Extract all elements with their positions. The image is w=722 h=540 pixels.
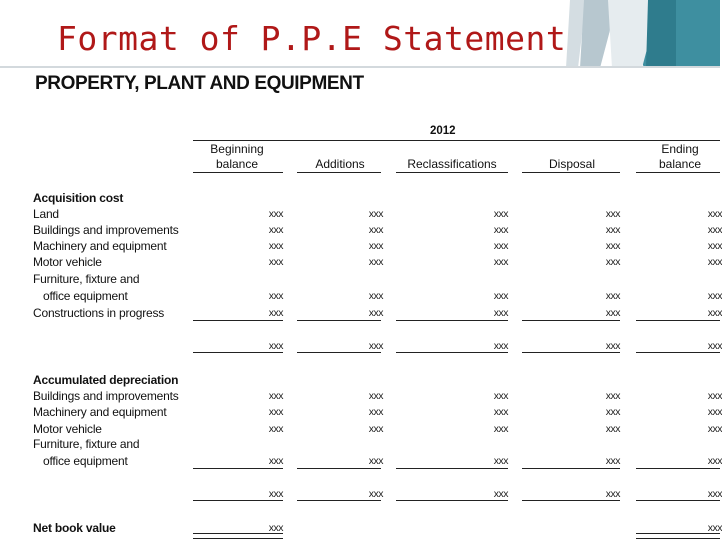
value-cell: xxx xyxy=(605,340,620,352)
value-cell: xxx xyxy=(707,224,722,236)
value-cell: xxx xyxy=(493,390,508,402)
value-cell: xxx xyxy=(268,340,283,352)
value-cell: xxx xyxy=(493,256,508,268)
value-cell: xxx xyxy=(605,307,620,319)
value-cell: xxx xyxy=(707,406,722,418)
column-header-beginning: Beginning balance xyxy=(210,142,264,171)
value-cell: xxx xyxy=(605,240,620,252)
subtotal-rule xyxy=(297,352,381,353)
row-label-machinery: Machinery and equipment xyxy=(33,239,167,253)
subtotal-rule xyxy=(396,320,508,321)
value-cell: xxx xyxy=(368,224,383,236)
subtotal-rule xyxy=(193,500,283,501)
value-cell: xxx xyxy=(268,256,283,268)
value-cell: xxx xyxy=(493,290,508,302)
value-cell: xxx xyxy=(268,307,283,319)
value-cell: xxx xyxy=(268,406,283,418)
subtotal-rule xyxy=(396,352,508,353)
subtotal-rule xyxy=(636,500,720,501)
value-cell: xxx xyxy=(605,224,620,236)
subtotal-rule xyxy=(636,352,720,353)
subtotal-rule xyxy=(297,468,381,469)
subtotal-rule xyxy=(396,500,508,501)
value-cell: xxx xyxy=(605,406,620,418)
decorative-shapes xyxy=(560,0,720,68)
total-double-rule xyxy=(636,533,720,539)
subtotal-rule xyxy=(297,320,381,321)
value-cell: xxx xyxy=(268,240,283,252)
value-cell: xxx xyxy=(605,290,620,302)
row-label-buildings: Buildings and improvements xyxy=(33,389,179,403)
value-cell: xxx xyxy=(707,307,722,319)
value-cell: xxx xyxy=(268,224,283,236)
value-cell: xxx xyxy=(493,423,508,435)
value-cell: xxx xyxy=(605,208,620,220)
value-cell: xxx xyxy=(368,488,383,500)
value-cell: xxx xyxy=(707,455,722,467)
value-cell: xxx xyxy=(493,240,508,252)
section-title-net-book-value: Net book value xyxy=(33,521,116,535)
row-label-buildings: Buildings and improvements xyxy=(33,223,179,237)
value-cell: xxx xyxy=(368,208,383,220)
value-cell: xxx xyxy=(493,208,508,220)
value-cell: xxx xyxy=(707,522,722,534)
section-title-accumulated-depreciation: Accumulated depreciation xyxy=(33,373,179,387)
column-header-rule xyxy=(636,172,720,173)
value-cell: xxx xyxy=(268,208,283,220)
row-label-office-equipment: office equipment xyxy=(43,289,128,303)
value-cell: xxx xyxy=(605,390,620,402)
value-cell: xxx xyxy=(368,307,383,319)
value-cell: xxx xyxy=(368,423,383,435)
value-cell: xxx xyxy=(268,455,283,467)
value-cell: xxx xyxy=(268,290,283,302)
row-label-furniture: Furniture, fixture and xyxy=(33,437,140,451)
value-cell: xxx xyxy=(707,423,722,435)
subtotal-rule xyxy=(522,320,620,321)
subtotal-rule xyxy=(522,500,620,501)
total-double-rule xyxy=(193,533,283,539)
column-header-rule xyxy=(297,172,381,173)
value-cell: xxx xyxy=(707,488,722,500)
value-cell: xxx xyxy=(493,455,508,467)
value-cell: xxx xyxy=(368,406,383,418)
column-header-ending: Ending balance xyxy=(658,142,702,171)
value-cell: xxx xyxy=(605,256,620,268)
value-cell: xxx xyxy=(605,455,620,467)
subtotal-rule xyxy=(522,468,620,469)
value-cell: xxx xyxy=(368,390,383,402)
year-underline xyxy=(193,140,720,141)
value-cell: xxx xyxy=(707,208,722,220)
value-cell: xxx xyxy=(268,390,283,402)
value-cell: xxx xyxy=(368,256,383,268)
column-header-additions: Additions xyxy=(315,157,365,171)
row-label-machinery: Machinery and equipment xyxy=(33,405,167,419)
value-cell: xxx xyxy=(707,290,722,302)
value-cell: xxx xyxy=(493,406,508,418)
row-label-furniture: Furniture, fixture and xyxy=(33,272,140,286)
slide-title: Format of P.P.E Statement xyxy=(57,19,567,58)
value-cell: xxx xyxy=(268,522,283,534)
row-label-land: Land xyxy=(33,207,59,221)
title-divider xyxy=(0,66,720,68)
subtotal-rule xyxy=(396,468,508,469)
document-heading: PROPERTY, PLANT AND EQUIPMENT xyxy=(35,73,364,94)
subtotal-rule xyxy=(193,352,283,353)
row-label-office-equipment: office equipment xyxy=(43,454,128,468)
value-cell: xxx xyxy=(605,423,620,435)
value-cell: xxx xyxy=(268,488,283,500)
value-cell: xxx xyxy=(368,240,383,252)
subtotal-rule xyxy=(636,320,720,321)
value-cell: xxx xyxy=(707,240,722,252)
subtotal-rule xyxy=(193,320,283,321)
value-cell: xxx xyxy=(493,340,508,352)
value-cell: xxx xyxy=(493,488,508,500)
value-cell: xxx xyxy=(368,455,383,467)
column-header-rule xyxy=(396,172,508,173)
column-header-disposal: Disposal xyxy=(548,157,596,171)
year-label: 2012 xyxy=(430,125,456,137)
row-label-motor-vehicle: Motor vehicle xyxy=(33,422,102,436)
value-cell: xxx xyxy=(493,224,508,236)
subtotal-rule xyxy=(636,468,720,469)
column-header-reclassifications: Reclassifications xyxy=(407,157,497,171)
value-cell: xxx xyxy=(707,390,722,402)
section-title-acquisition-cost: Acquisition cost xyxy=(33,191,124,205)
value-cell: xxx xyxy=(605,488,620,500)
subtotal-rule xyxy=(522,352,620,353)
subtotal-rule xyxy=(193,468,283,469)
subtotal-rule xyxy=(297,500,381,501)
value-cell: xxx xyxy=(707,340,722,352)
title-bar xyxy=(0,0,720,68)
row-label-constructions: Constructions in progress xyxy=(33,306,165,320)
value-cell: xxx xyxy=(368,290,383,302)
column-header-rule xyxy=(522,172,620,173)
row-label-motor-vehicle: Motor vehicle xyxy=(33,255,102,269)
value-cell: xxx xyxy=(493,307,508,319)
column-header-rule xyxy=(193,172,283,173)
value-cell: xxx xyxy=(707,256,722,268)
value-cell: xxx xyxy=(268,423,283,435)
value-cell: xxx xyxy=(368,340,383,352)
